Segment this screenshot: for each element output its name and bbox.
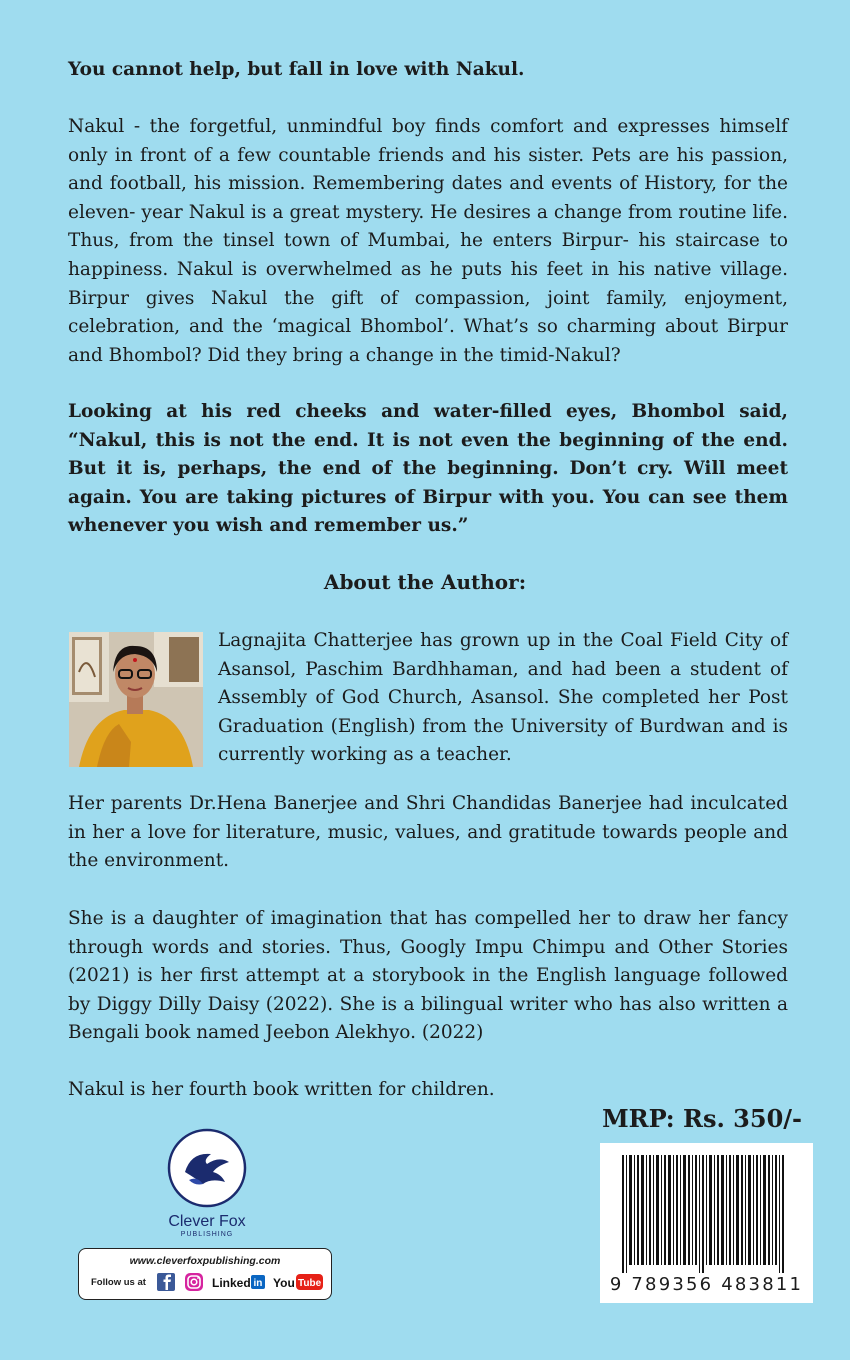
svg-text:You: You [273,1276,295,1290]
price-label: MRP: Rs. 350/- [602,1104,802,1133]
synopsis-paragraph: Nakul - the forgetful, unmindful boy finds comfort and expresses himself only in front of a few countable friends and his sister. Pets are his passion, and football, his mission. Remembering dates and events of History, for the eleven- year Nakul is a great mystery. He desires a change from routine life. Thus, from the tinsel town of Mumbai, he enters Birpur- his staircase to happiness. Nakul is overwhelmed as he puts his feet in his native village. Birpur gives Nakul the gift of compassion, joint family, enjoyment, celebration, and the ‘magical Bhombol’. What’s so charming about Birpur and Bhombol? Did they bring a change in the timid-Nakul? [68,116,788,366]
publisher-url[interactable]: www.cleverfoxpublishing.com [129,1255,281,1267]
instagram-icon[interactable] [185,1273,203,1291]
author-bio-paragraph-3: She is a daughter of imagination that has compelled her to draw her fancy through words and stories. Thus, Googly Impu Chimpu and Other Stories (2021) is her first attempt at a storybook in the English language followed by Diggy Dilly Daisy (2022). She is a bilingual writer who has also written a Bengali book named Jeebon Alekhyo. (2022) [68,908,788,1044]
isbn-digits: 9 789356 483811 [609,1274,804,1295]
publisher-name: Clever Fox [168,1213,246,1230]
linkedin-icon[interactable] [212,1275,265,1290]
quote-paragraph: Looking at his red cheeks and water-filled eyes, Bhombol said, “Nakul, this is not the end. It is not even the beginning of the end. But it is, perhaps, the end of the beginning. Don’t cry. Will meet again. You are taking pictures of Birpur with you. You can see them whenever you wish and remember us.” [68,401,788,537]
svg-text:Tube: Tube [298,1278,322,1289]
author-bio-paragraph-2: Her parents Dr.Hena Banerjee and Shri Chandidas Banerjee had inculcated in her a love for literature, music, values, and gratitude towards people and the environment. [68,793,788,872]
author-photo [69,632,203,767]
fox-emblem-icon [167,1128,247,1208]
svg-text:in: in [253,1278,263,1289]
author-bio-paragraph-4: Nakul is her fourth book written for children. [68,1079,495,1100]
social-links-box [78,1248,332,1300]
facebook-icon[interactable] [157,1273,175,1291]
youtube-icon[interactable] [273,1274,323,1290]
follow-label: Follow us at [91,1277,146,1288]
author-bio-paragraph-1: Lagnajita Chatterjee has grown up in the Coal Field City of Asansol, Paschim Bardhhaman, and had been a student of Assembly of God Church, Asansol. She completed her Post Graduation (English) from the University of Burdwan and is currently working as a teacher. [218,630,788,766]
about-author-heading: About the Author: [323,570,527,594]
svg-text:Linked: Linked [212,1276,251,1290]
publisher-tag: PUBLISHING [180,1231,234,1238]
tagline: You cannot help, but fall in love with Nakul. [68,59,525,80]
publisher-logo [152,1128,262,1238]
